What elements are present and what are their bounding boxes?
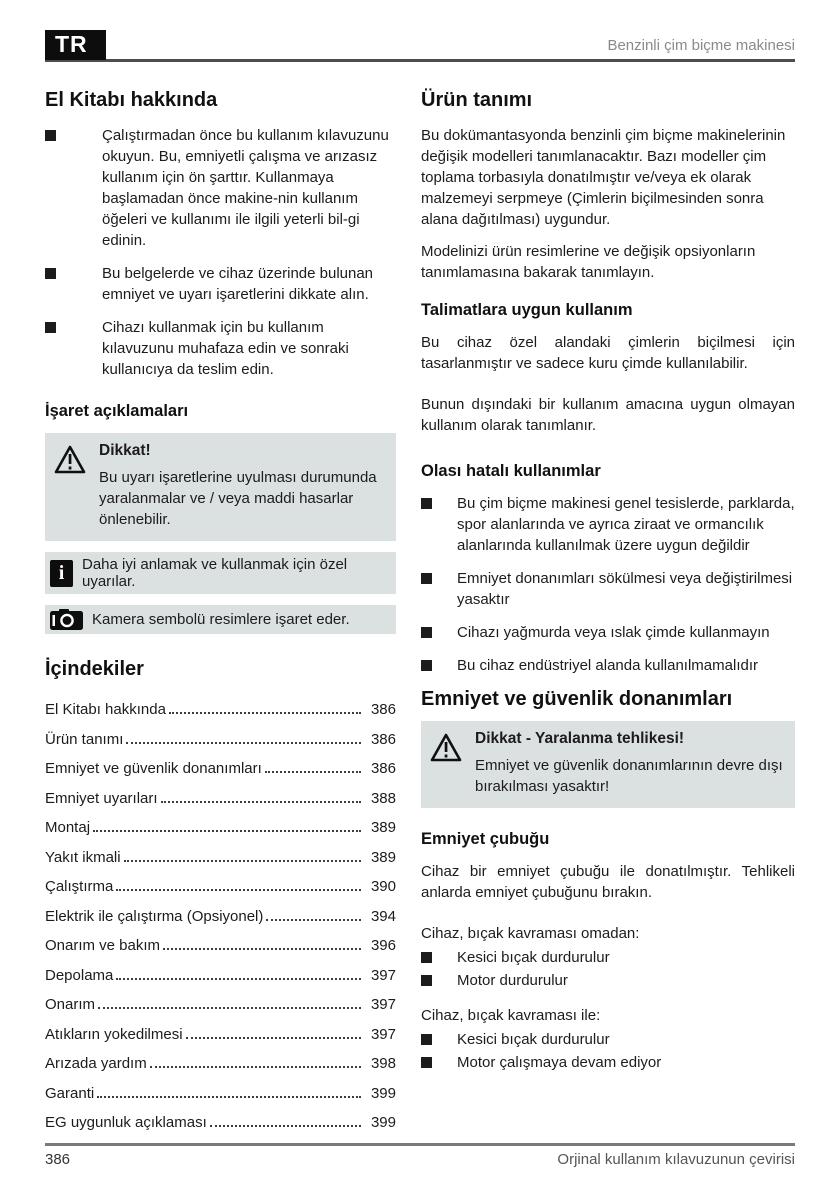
toc-entry-page: 398	[370, 1055, 396, 1072]
dot-leader	[126, 742, 361, 744]
section-title-about-manual: El Kitabı hakkında	[45, 89, 218, 111]
dot-leader	[124, 860, 361, 862]
list-label: Cihaz, bıçak kavraması omadan:	[421, 925, 640, 942]
toc-entry-label: Ürün tanımı	[45, 730, 124, 748]
section-title-sign-explanations: İşaret açıklamaları	[45, 402, 189, 420]
camera-icon	[50, 609, 83, 630]
list-item	[421, 493, 795, 556]
list-label: Cihaz, bıçak kavraması ile:	[421, 1007, 601, 1024]
dot-leader	[98, 1007, 361, 1009]
section-title-intended-use: Talimatlara uygun kullanım	[421, 301, 633, 319]
dot-leader	[116, 978, 361, 980]
info-note-strip	[45, 552, 396, 594]
header-product-title: Benzinli çim biçme makinesi	[607, 37, 795, 54]
section-title-possible-misuse: Olası hatalı kullanımlar	[421, 462, 601, 480]
bullet-square-icon	[421, 660, 432, 671]
toc-entry	[45, 849, 396, 866]
bullet-square-icon	[45, 130, 56, 141]
list-item-text: Kesici bıçak durdurulur	[457, 1031, 610, 1048]
toc-entry-page: 399	[370, 1084, 396, 1102]
list-item-text: Cihazı yağmurda veya ıslak çimde kullanmayın	[457, 624, 770, 641]
toc-entry	[45, 790, 396, 807]
bullet-square-icon	[421, 573, 432, 584]
toc-entry	[45, 996, 396, 1013]
right-column	[421, 77, 795, 1144]
list-item	[421, 568, 795, 610]
dot-leader	[169, 712, 361, 714]
toc-entry-label: Onarım	[45, 996, 96, 1013]
info-icon: i	[50, 560, 73, 587]
camera-note-text: Kamera sembolü resimlere işaret eder.	[92, 611, 350, 628]
bullet-square-icon	[45, 322, 56, 333]
with-clutch-list	[421, 1005, 795, 1073]
dot-leader	[116, 889, 361, 891]
list-item	[421, 655, 795, 676]
toc-entry-label: Yakıt ikmali	[45, 848, 121, 866]
toc-entry	[45, 731, 396, 748]
toc-entry-label: Garanti	[45, 1084, 95, 1102]
paragraph: Bu dokümantasyonda benzinli çim biçme makinelerinin değişik modelleri tanımlanacaktır. Bazı modeller çim toplama torbasıyla donatılmıştır ve/veya ek olarak malzemeyi serpmeye (Çimlerin biçilmesinden sonra alana dağıtılması) uygundur.	[421, 127, 786, 228]
toc-entry	[45, 1114, 396, 1131]
paragraph: Cihaz bir emniyet çubuğu ile donatılmıştır. Tehlikeli anlarda emniyet çubuğunu bırakın.	[421, 863, 795, 901]
list-item-text: Motor çalışmaya devam ediyor	[457, 1054, 662, 1071]
footer-page-number: 386	[45, 1151, 71, 1168]
section-title-safety-devices: Emniyet ve güvenlik donanımları	[421, 688, 733, 710]
page-footer	[45, 1143, 795, 1168]
warning-body: Emniyet ve güvenlik donanımlarının devre dışı bırakılması yasaktır!	[475, 757, 783, 795]
list-item-text: Motor durdurulur	[457, 972, 568, 989]
dot-leader	[266, 919, 361, 921]
toc-entry-page: 389	[370, 819, 396, 836]
bullet-square-icon	[421, 498, 432, 509]
toc-entry-page: 397	[370, 996, 396, 1013]
toc-entry	[45, 937, 396, 954]
toc-entry-page: 389	[370, 848, 396, 866]
toc-entry-label: Arızada yardım	[45, 1055, 147, 1072]
toc-entry-label: Elektrik ile çalıştırma (Opsiyonel)	[45, 907, 264, 925]
list-item	[421, 970, 795, 991]
toc-entry	[45, 701, 396, 718]
toc-entry-page: 386	[370, 730, 396, 748]
list-item-text: Bu belgelerde ve cihaz üzerinde bulunan emniyet ve uyarı işaretlerini dikkate alın.	[102, 265, 374, 303]
bullet-square-icon	[421, 975, 432, 986]
paragraph: Bu cihaz özel alandaki çimlerin biçilmesi için tasarlanmıştır ve sadece kuru çimde kullanılabilir.	[421, 334, 795, 372]
section-title-product-description: Ürün tanımı	[421, 89, 533, 111]
dot-leader	[210, 1125, 361, 1127]
toc-entry-label: Montaj	[45, 819, 91, 836]
toc-entry-page: 394	[370, 907, 396, 925]
warning-body: Bu uyarı işaretlerine uyulması durumunda yaralanmalar ve / veya maddi hasarlar önlenebilir.	[99, 469, 377, 528]
list-item	[421, 1029, 795, 1050]
list-item-text: Emniyet donanımları sökülmesi veya değiştirilmesi yasaktır	[457, 570, 793, 608]
toc-entry-page: 396	[370, 937, 396, 954]
toc-entry-page: 397	[370, 966, 396, 984]
list-item	[421, 622, 795, 643]
toc-entry-page: 386	[370, 760, 396, 777]
list-item-text: Kesici bıçak durdurulur	[457, 949, 610, 966]
toc-entry	[45, 1026, 396, 1043]
info-note-text: Daha iyi anlamak ve kullanmak için özel uyarılar.	[82, 556, 348, 590]
toc-entry	[45, 760, 396, 777]
toc-entry-page: 386	[370, 701, 396, 718]
page-header	[45, 30, 795, 62]
footer-note: Orjinal kullanım kılavuzunun çevirisi	[557, 1151, 795, 1168]
toc-entry-label: Çalıştırma	[45, 878, 114, 895]
toc-entry-label: Onarım ve bakım	[45, 937, 161, 954]
toc-entry	[45, 819, 396, 836]
toc-entry-page: 399	[370, 1114, 396, 1131]
list-item-text: Bu cihaz endüstriyel alanda kullanılmamalıdır	[457, 657, 758, 674]
bullet-square-icon	[421, 952, 432, 963]
toc-entry-page: 397	[370, 1025, 396, 1043]
toc-entry-label: EG uygunluk açıklaması	[45, 1114, 207, 1131]
warning-triangle-icon	[53, 444, 99, 475]
table-of-contents	[45, 658, 396, 1131]
toc-entry-page: 388	[370, 789, 396, 807]
paragraph: Bunun dışındaki bir kullanım amacına uygun olmayan kullanım olarak tanımlanır.	[421, 396, 795, 434]
toc-entry	[45, 1055, 396, 1072]
toc-entry-label: El Kitabı hakkında	[45, 701, 166, 718]
list-item-text: Cihazı kullanmak için bu kullanım kılavuzunu muhafaza edin ve sonraki kullanıcıya da teslim edin.	[102, 319, 349, 378]
dot-leader	[97, 1096, 361, 1098]
warning-note-box	[421, 721, 795, 808]
toc-entry-label: Emniyet uyarıları	[45, 789, 158, 807]
warning-title: Dikkat!	[99, 442, 151, 459]
list-item	[45, 317, 396, 380]
toc-entry-label: Depolama	[45, 966, 114, 984]
warning-triangle-icon	[429, 732, 475, 763]
toc-entry-label: Atıkların yokedilmesi	[45, 1025, 183, 1043]
camera-note-strip	[45, 605, 396, 634]
list-item	[45, 263, 396, 305]
list-item-text: Bu çim biçme makinesi genel tesislerde, parklarda, spor alanlarında ve ayrıca ziraat ve ormancılık alanlarında kullanılmak üzere uygun değildir	[457, 495, 795, 554]
toc-entry	[45, 967, 396, 984]
bullet-square-icon	[45, 268, 56, 279]
list-item	[421, 1052, 795, 1073]
warning-note-box	[45, 433, 396, 541]
language-tag: TR	[45, 30, 106, 60]
toc-entry	[45, 878, 396, 895]
toc-entry	[45, 908, 396, 925]
dot-leader	[150, 1066, 361, 1068]
dot-leader	[93, 830, 361, 832]
bullet-square-icon	[421, 1034, 432, 1045]
warning-title: Dikkat - Yaralanma tehlikesi!	[475, 730, 685, 747]
left-column	[45, 77, 396, 1144]
toc-entry-label: Emniyet ve güvenlik donanımları	[45, 760, 262, 777]
toc-entry-page: 390	[370, 878, 396, 895]
toc-entry	[45, 1085, 396, 1102]
dot-leader	[186, 1037, 361, 1039]
list-item	[45, 125, 396, 251]
toc-title: İçindekiler	[45, 658, 144, 680]
without-clutch-list	[421, 923, 795, 991]
section-title-safety-bar: Emniyet çubuğu	[421, 830, 550, 848]
bullet-square-icon	[421, 1057, 432, 1068]
dot-leader	[265, 771, 361, 773]
bullet-square-icon	[421, 627, 432, 638]
paragraph: Modelinizi ürün resimlerine ve değişik opsiyonların tanımlamasına bakarak tanımlayın.	[421, 243, 756, 281]
dot-leader	[163, 948, 361, 950]
list-item	[421, 947, 795, 968]
list-item-text: Çalıştırmadan önce bu kullanım kılavuzunu okuyun. Bu, emniyetli çalışma ve arızasız kullanım için ön şarttır. Kullanmaya başlamadan önce makine-nin kullanım öğeleri ve kullanımı ile ilgili yeterli bil-gi edinin.	[102, 127, 389, 249]
dot-leader	[161, 801, 361, 803]
